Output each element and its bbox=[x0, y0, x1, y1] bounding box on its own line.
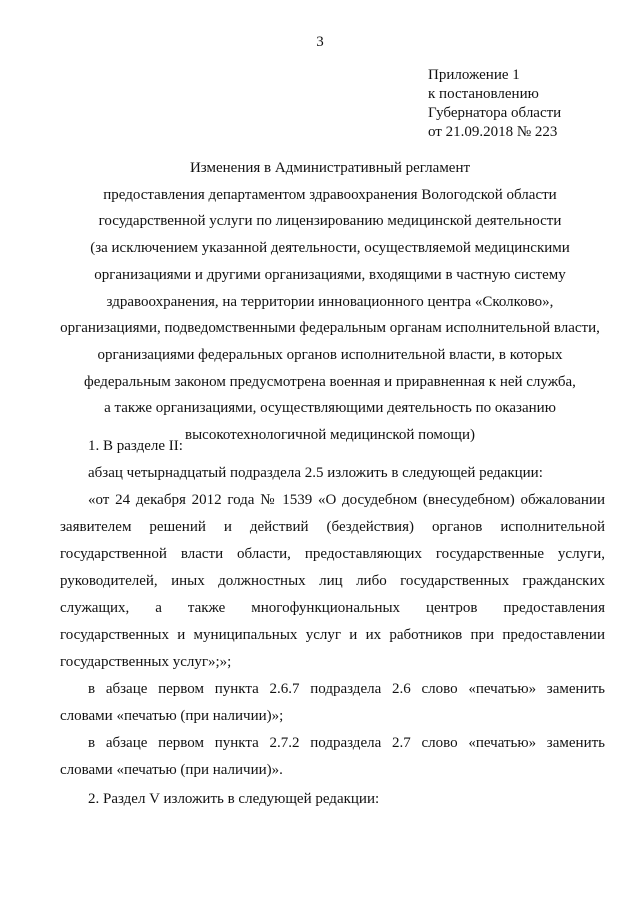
section-heading: 2. Раздел V изложить в следующей редакции: bbox=[88, 791, 380, 807]
title-line: организациями и другими организациями, входящими в частную систему bbox=[94, 266, 566, 283]
title-line: Изменения в Административный регламент bbox=[189, 160, 471, 176]
document-title bbox=[60, 155, 600, 449]
quote-line: руководителей, иных должностных лиц либо государственных гражданских bbox=[60, 573, 605, 589]
title-line: организациями федеральных органов исполнительной власти, в которых bbox=[97, 346, 563, 363]
appendix-line: к постановлению bbox=[428, 86, 539, 102]
document-body bbox=[60, 433, 605, 813]
title-line: высокотехнологичной медицинской помощи) bbox=[185, 427, 475, 444]
paragraph: абзац четырнадцатый подраздела 2.5 изложить в следующей редакции: bbox=[88, 465, 543, 481]
title-line: предоставления департаментом здравоохранения Вологодской области bbox=[103, 186, 557, 203]
title-line: государственной услуги по лицензированию медицинской деятельности bbox=[98, 213, 562, 230]
paragraph: словами «печатью (при наличии)». bbox=[60, 762, 283, 778]
quote-line: заявителем решений и действий (бездействия) органов исполнительной bbox=[60, 519, 605, 535]
appendix-line: Губернатора области bbox=[428, 105, 562, 121]
quote-line: государственной власти области, предоставляющих государственные услуги, bbox=[60, 546, 605, 562]
title-line: здравоохранения, на территории инновационного центра «Сколково», bbox=[106, 293, 554, 310]
appendix-line: от 21.09.2018 № 223 bbox=[428, 124, 558, 140]
title-line: федеральным законом предусмотрена военная и приравненная к ней служба, bbox=[84, 373, 576, 390]
quote-line: государственных и муниципальных услуг и их работников при предоставлении bbox=[60, 627, 605, 643]
quote-line: служащих, а также многофункциональных центров предоставления bbox=[60, 600, 605, 616]
quote-line: «от 24 декабря 2012 года № 1539 «О досудебном (внесудебном) обжаловании bbox=[88, 492, 605, 508]
page-number: 3 bbox=[316, 34, 324, 50]
appendix-line: Приложение 1 bbox=[428, 67, 520, 83]
appendix-block bbox=[428, 66, 561, 142]
section-heading: 1. В разделе II: bbox=[88, 438, 183, 454]
quote-line: государственных услуг»;»; bbox=[60, 654, 232, 670]
paragraph: словами «печатью (при наличии)»; bbox=[60, 708, 284, 724]
title-line: а также организациями, осуществляющими деятельность по оказанию bbox=[104, 400, 556, 417]
paragraph: в абзаце первом пункта 2.6.7 подраздела 2.6 слово «печатью» заменить bbox=[88, 681, 605, 697]
paragraph: в абзаце первом пункта 2.7.2 подраздела 2.7 слово «печатью» заменить bbox=[88, 735, 605, 751]
title-line: (за исключением указанной деятельности, осуществляемой медицинскими bbox=[90, 240, 570, 257]
title-line: организациями, подведомственными федеральным органам исполнительной власти, bbox=[60, 320, 600, 337]
quoted-text bbox=[60, 487, 605, 676]
